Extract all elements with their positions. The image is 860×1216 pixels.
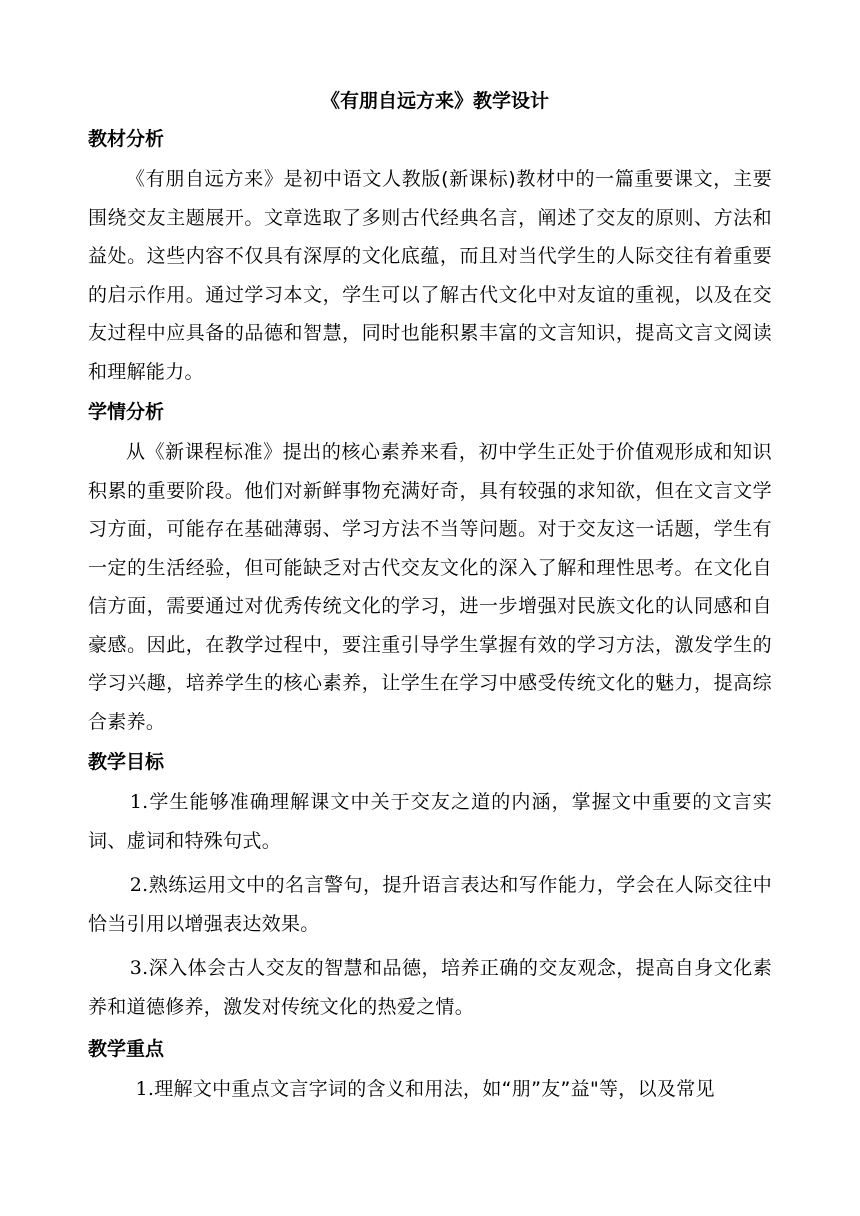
section-heading-material: 教材分析 <box>88 128 165 150</box>
goal-item <box>88 866 772 943</box>
document-title: 《有朋自远方来》教学设计 <box>320 90 549 112</box>
document-page <box>88 84 772 1109</box>
goal-item <box>88 949 772 1026</box>
student-analysis-paragraph: 从《新课程标准》提出的核心素养来看，初中学生正处于价值观形成和知识积累的重要阶段。他们对新鲜事物充满好奇，具有较强的求知欲，但在文言文学习方面，可能存在基础薄弱、学习方法不当等问题。对于交友这一话题，学生有一定的生活经验，但可能缺乏对古代交友文化的深入了解和理性思考。在文化自信方面，需要通过对优秀传统文化的学习，进一步增强对民族文化的认同感和自豪感。因此，在教学过程中，要注重引导学生掌握有效的学习方法，激发学生的学习兴趣，培养学生的核心素养，让学生在学习中感受传统文化的魅力，提高综合素养。 <box>88 441 772 733</box>
goal-item-text: 熟练运用文中的名言警句，提升语言表达和写作能力，学会在人际交往中恰当引用以增强表达效果。 <box>88 874 772 935</box>
section-heading-students: 学情分析 <box>88 401 165 423</box>
section-heading-goals: 教学目标 <box>88 751 165 773</box>
material-analysis-paragraph: 《有朋自远方来》是初中语文人教版(新课标)教材中的一篇重要课文，主要围绕交友主题展开。文章选取了多则古代经典名言，阐述了交友的原则、方法和益处。这些内容不仅具有深厚的文化底蕴，而且对当代学生的人际交往有着重要的启示作用。通过学习本文，学生可以了解古代文化中对友谊的重视，以及在交友过程中应具备的品德和智慧，同时也能积累丰富的文言知识，提高文言文阅读和理解能力。 <box>88 168 772 383</box>
goal-item-number: 3. <box>129 957 149 979</box>
keypoint-item <box>88 1070 772 1109</box>
goal-item-number: 2. <box>129 874 149 896</box>
section-heading-keypoints: 教学重点 <box>88 1038 165 1060</box>
goal-item-text: 深入体会古人交友的智慧和品德，培养正确的交友观念，提高自身文化素养和道德修养，激发对传统文化的热爱之情。 <box>88 957 772 1018</box>
keypoint-item-number: 1. <box>135 1078 155 1100</box>
keypoint-item-text: 理解文中重点文言字词的含义和用法，如“朋”友”益"等，以及常见 <box>154 1078 715 1100</box>
goal-item <box>88 783 772 860</box>
goal-item-number: 1. <box>129 791 149 813</box>
goal-item-text: 学生能够准确理解课文中关于交友之道的内涵，掌握文中重要的文言实词、虚词和特殊句式。 <box>88 791 772 852</box>
